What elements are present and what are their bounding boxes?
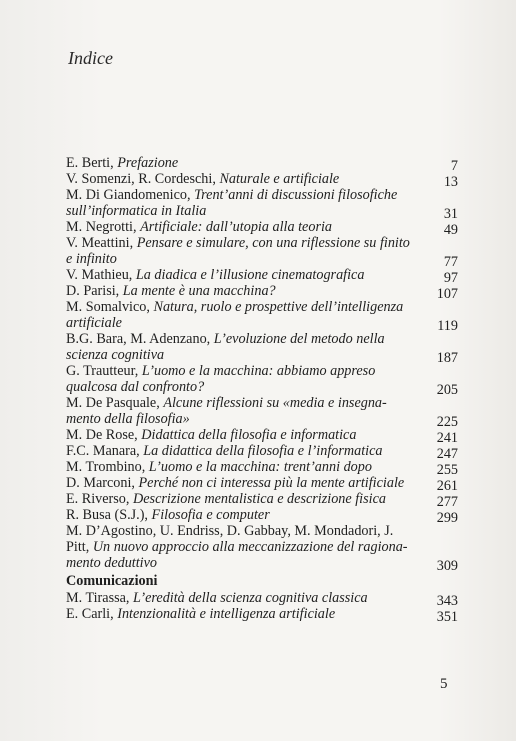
entry-title: Trent’anni di discussioni filosofiche sull’informatica in Italia [66, 187, 398, 219]
entry-page-number: 31 [443, 206, 458, 222]
entry-title: Intenzionalità e intelligenza artificiale [117, 606, 336, 622]
toc-entry [66, 267, 458, 286]
toc-entry [66, 590, 458, 609]
entry-page-number: 309 [436, 558, 458, 574]
toc-entry [66, 155, 458, 174]
toc-entry [66, 283, 458, 302]
toc-entries [66, 155, 458, 574]
entry-author: M. Somalvico, [66, 299, 150, 315]
toc-entry [66, 459, 458, 478]
entry-title: Perché non ci interessa più la mente artificiale [138, 475, 405, 491]
toc-entry [66, 427, 458, 446]
entry-title: L’evoluzione del metodo nella scienza cognitiva [66, 331, 385, 363]
toc-entry-text [66, 187, 458, 219]
toc-entry-text [66, 459, 458, 475]
toc-entry-text [66, 155, 458, 171]
toc-entry-text [66, 299, 458, 331]
entry-title: Alcune riflessioni su «media e insegna- mento della filosofia» [66, 395, 387, 427]
toc-entry-text [66, 523, 458, 571]
entry-page-number: 77 [443, 254, 458, 270]
toc-entry [66, 507, 458, 526]
entry-author: M. De Rose, [66, 427, 138, 443]
entry-page-number: 97 [443, 270, 458, 286]
entry-author: E. Riverso, [66, 491, 130, 507]
entry-author: V. Meattini, [66, 235, 134, 251]
toc-entry-text [66, 235, 458, 267]
toc-entry-text [66, 171, 458, 187]
toc-entry [66, 491, 458, 510]
entry-page-number: 261 [436, 478, 458, 494]
entry-title: L’uomo e la macchina: trent’anni dopo [148, 459, 372, 475]
page-number: 5 [440, 676, 448, 692]
entry-author: F.C. Manara, [66, 443, 140, 459]
entry-author: G. Trautteur, [66, 363, 139, 379]
entry-author: M. De Pasquale, [66, 395, 160, 411]
toc-entry-text [66, 427, 458, 443]
toc-entry [66, 606, 458, 625]
toc-entry-text [66, 590, 458, 606]
entry-page-number: 205 [436, 382, 458, 398]
entry-title: Didattica della filosofia e informatica [141, 427, 357, 443]
toc-entry [66, 187, 458, 222]
entry-title: L’uomo e la macchina: abbiamo appreso qualcosa dal confronto? [66, 363, 376, 395]
toc-entry [66, 235, 458, 270]
entry-author: M. Trombino, [66, 459, 146, 475]
entry-page-number: 13 [443, 174, 458, 190]
entry-page-number: 225 [436, 414, 458, 430]
entry-page-number: 247 [436, 446, 458, 462]
toc-entry-text [66, 606, 458, 622]
entry-title: Natura, ruolo e prospettive dell’intelligenza artificiale [66, 299, 404, 331]
entry-title: Prefazione [117, 155, 179, 171]
entry-author: V. Mathieu, [66, 267, 133, 283]
entry-author: R. Busa (S.J.), [66, 507, 148, 523]
toc-entry-text [66, 395, 458, 427]
toc-entry [66, 299, 458, 334]
toc-entry-text [66, 267, 458, 283]
entry-title: Artificiale: dall’utopia alla teoria [140, 219, 332, 235]
entry-page-number: 119 [437, 318, 458, 334]
toc-entry [66, 443, 458, 462]
entry-title: Un nuovo approccio alla meccanizzazione del ragiona- mento deduttivo [66, 539, 408, 571]
entry-title: La didattica della filosofia e l’informatica [143, 443, 383, 459]
entry-author: D. Marconi, [66, 475, 135, 491]
entry-page-number: 255 [436, 462, 458, 478]
entry-author: B.G. Bara, M. Adenzano, [66, 331, 211, 347]
entry-author: M. Di Giandomenico, [66, 187, 191, 203]
entry-title: La mente è una macchina? [122, 283, 276, 299]
toc-entry [66, 363, 458, 398]
entry-page-number: 107 [436, 286, 458, 302]
toc-entry [66, 171, 458, 190]
toc-entry [66, 523, 458, 574]
toc-entry-text [66, 219, 458, 235]
index-heading: Indice [68, 48, 113, 68]
entry-title: L’eredità della scienza cognitiva classica [133, 590, 368, 606]
entry-title: Naturale e artificiale [219, 171, 340, 187]
toc-entry [66, 219, 458, 238]
entry-title: Pensare e simulare, con una riflessione su finito e infinito [66, 235, 410, 267]
entry-page-number: 187 [436, 350, 458, 366]
entry-author: M. D’Agostino, U. Endriss, D. Gabbay, M. Mondadori, J. Pitt, [66, 523, 394, 555]
entry-page-number: 299 [436, 510, 458, 526]
entry-page-number: 49 [443, 222, 458, 238]
section-heading: Comunicazioni [66, 573, 158, 589]
entry-page-number: 241 [436, 430, 458, 446]
entry-author: M. Tirassa, [66, 590, 130, 606]
entry-page-number: 277 [436, 494, 458, 510]
entry-author: D. Parisi, [66, 283, 120, 299]
toc-entry [66, 331, 458, 366]
entry-page-number: 343 [436, 593, 458, 609]
entry-page-number: 351 [436, 609, 458, 625]
entry-title: Descrizione mentalistica e descrizione fisica [133, 491, 386, 507]
entry-title: La diadica e l’illusione cinematografica [135, 267, 365, 283]
entry-title: Filosofia e computer [151, 507, 270, 523]
entry-page-number: 7 [450, 158, 458, 174]
toc-entry-text [66, 475, 458, 491]
entry-author: M. Negrotti, [66, 219, 137, 235]
entry-author: E. Berti, [66, 155, 114, 171]
toc-entry-text [66, 507, 458, 523]
toc-entry [66, 475, 458, 494]
toc-entry-text [66, 283, 458, 299]
entry-author: V. Somenzi, R. Cordeschi, [66, 171, 216, 187]
toc-entry-text [66, 491, 458, 507]
toc-entry-text [66, 443, 458, 459]
table-of-contents [66, 155, 458, 625]
section-entries [66, 590, 458, 625]
toc-entry-text [66, 363, 458, 395]
toc-entry-text [66, 331, 458, 363]
entry-author: E. Carli, [66, 606, 114, 622]
toc-entry [66, 395, 458, 430]
